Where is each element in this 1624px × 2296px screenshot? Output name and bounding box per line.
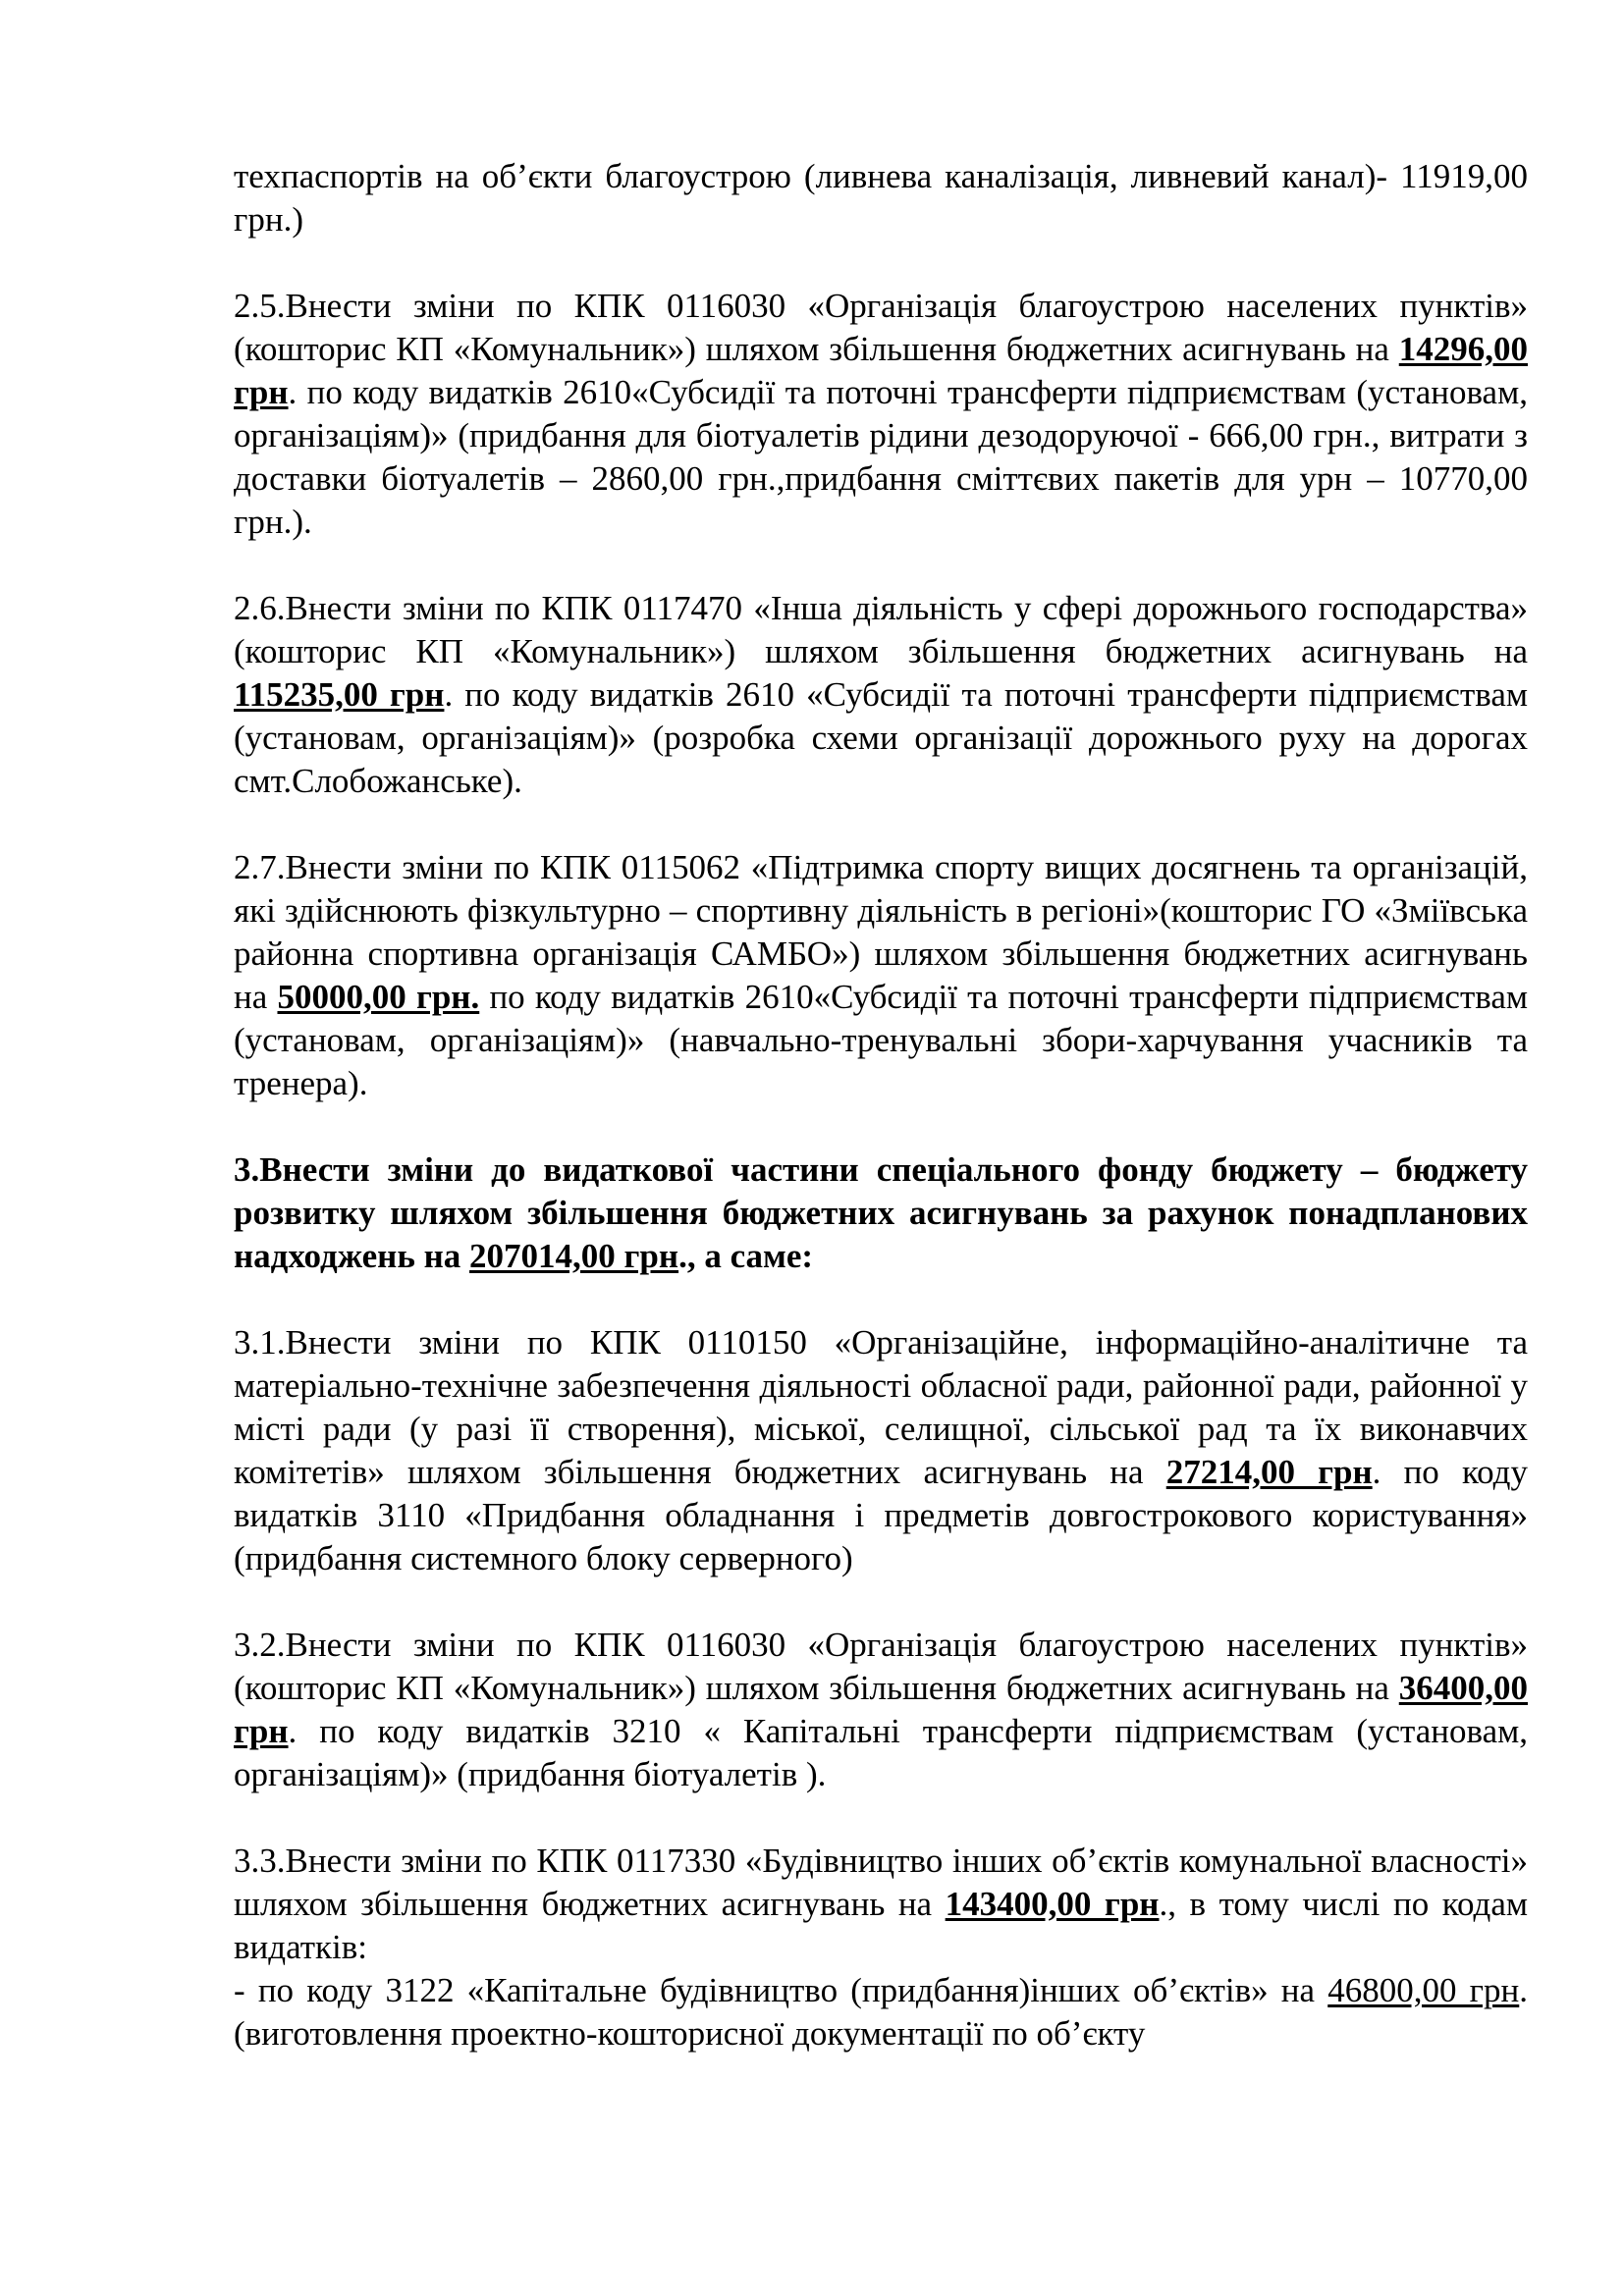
paragraph-text: 2.7.Внести зміни по КПК 0115062 «Підтримка спорту вищих досягнень та організацій, які здійснюють фізкультурно – спортивну діяльність в регіоні»(кошторис ГО «Зміївська районна спортивна організація САМБО») шляхом збільшення бюджетних асигнувань на bbox=[234, 848, 1528, 1016]
paragraph-p-3 bbox=[234, 1148, 1528, 1278]
amount-text: 115235,00 грн bbox=[234, 675, 445, 714]
amount-text: 143400,00 грн bbox=[945, 1885, 1160, 1923]
paragraph-p-2-6 bbox=[234, 587, 1528, 803]
amount-text: 14296,00 грн bbox=[234, 330, 1528, 411]
amount-text: 207014,00 грн bbox=[469, 1237, 679, 1275]
paragraph-p-3-1 bbox=[234, 1321, 1528, 1580]
paragraph-p-1 bbox=[234, 155, 1528, 241]
paragraph-text: по коду видатків 2610«Субсидії та поточні трансферти підприємствам (установам, організаціям)» (навчально-тренувальні збори-харчування учасників та тренера). bbox=[234, 978, 1528, 1102]
paragraph-text: техпаспортів на об’єкти благоустрою (ливнева каналізація, ливневий канал)- 11919,00 грн.) bbox=[234, 157, 1528, 239]
paragraph-text: 3.Внести зміни до видаткової частини спеціального фонду бюджету – бюджету розвитку шляхом збільшення бюджетних асигнувань за рахунок понадпланових надходжень на bbox=[234, 1150, 1528, 1275]
paragraph-text: 3.3.Внести зміни по КПК 0117330 «Будівництво інших об’єктів комунальної власності» шляхом збільшення бюджетних асигнувань на bbox=[234, 1842, 1528, 1923]
amount-text: 46800,00 грн bbox=[1327, 1971, 1520, 2009]
paragraph-text: .(виготовлення проектно-кошторисної документації по об’єкту bbox=[234, 1971, 1528, 2053]
paragraph-text: ., в тому числі по кодам видатків: bbox=[234, 1885, 1529, 1966]
document-body bbox=[234, 155, 1528, 2056]
paragraph-text: 2.5.Внести зміни по КПК 0116030 «Організація благоустрою населених пунктів» (кошторис КП «Комунальник») шляхом збільшення бюджетних асигнувань на bbox=[234, 287, 1528, 368]
paragraph-p-3-3-a bbox=[234, 1969, 1528, 2056]
paragraph-p-2-5 bbox=[234, 285, 1528, 544]
paragraph-text: . по коду видатків 2610«Субсидії та поточні трансферти підприємствам (установам, організаціям)» (придбання для біотуалетів рідини дезодоруючої - 666,00 грн., витрати з доставки біотуалетів – 2860,00 грн.,придбання сміттєвих пакетів для урн – 10770,00 грн.). bbox=[234, 373, 1528, 541]
paragraph-text: 3.2.Внести зміни по КПК 0116030 «Організація благоустрою населених пунктів» (кошторис КП «Комунальник») шляхом збільшення бюджетних асигнувань на bbox=[234, 1626, 1528, 1707]
paragraph-p-3-3 bbox=[234, 1840, 1528, 1969]
paragraph-text: 2.6.Внести зміни по КПК 0117470 «Інша діяльність у сфері дорожнього господарства» (кошторис КП «Комунальник») шляхом збільшення бюджетних асигнувань на bbox=[234, 589, 1528, 670]
paragraph-text: . по коду видатків 2610 «Субсидії та поточні трансферти підприємствам (установам, організаціям)» (розробка схеми організації дорожнього руху на дорогах смт.Слобожанське). bbox=[234, 675, 1528, 800]
paragraph-p-2-7 bbox=[234, 846, 1528, 1105]
paragraph-p-3-2 bbox=[234, 1624, 1528, 1796]
amount-text: 50000,00 грн. bbox=[277, 978, 480, 1016]
paragraph-text: - по коду 3122 «Капітальне будівництво (придбання)інших об’єктів» на bbox=[234, 1971, 1328, 2009]
amount-text: 36400,00 грн bbox=[234, 1669, 1528, 1750]
paragraph-text: ., а саме: bbox=[678, 1237, 814, 1275]
paragraph-text: . по коду видатків 3210 « Капітальні трансферти підприємствам (установам, організаціям)» (придбання біотуалетів ). bbox=[234, 1712, 1528, 1793]
amount-text: 27214,00 грн bbox=[1165, 1453, 1373, 1491]
paragraph-text: . по коду видатків 3110 «Придбання обладнання і предметів довгострокового користування» (придбання системного блоку серверного) bbox=[234, 1453, 1528, 1577]
paragraph-text: 3.1.Внести зміни по КПК 0110150 «Організаційне, інформаційно-аналітичне та матеріально-технічне забезпечення діяльності обласної ради, районної ради, районної у місті ради (у разі її створення), міської, селищної, сільської рад та їх виконавчих комітетів» шляхом збільшення бюджетних асигнувань на bbox=[234, 1323, 1528, 1491]
